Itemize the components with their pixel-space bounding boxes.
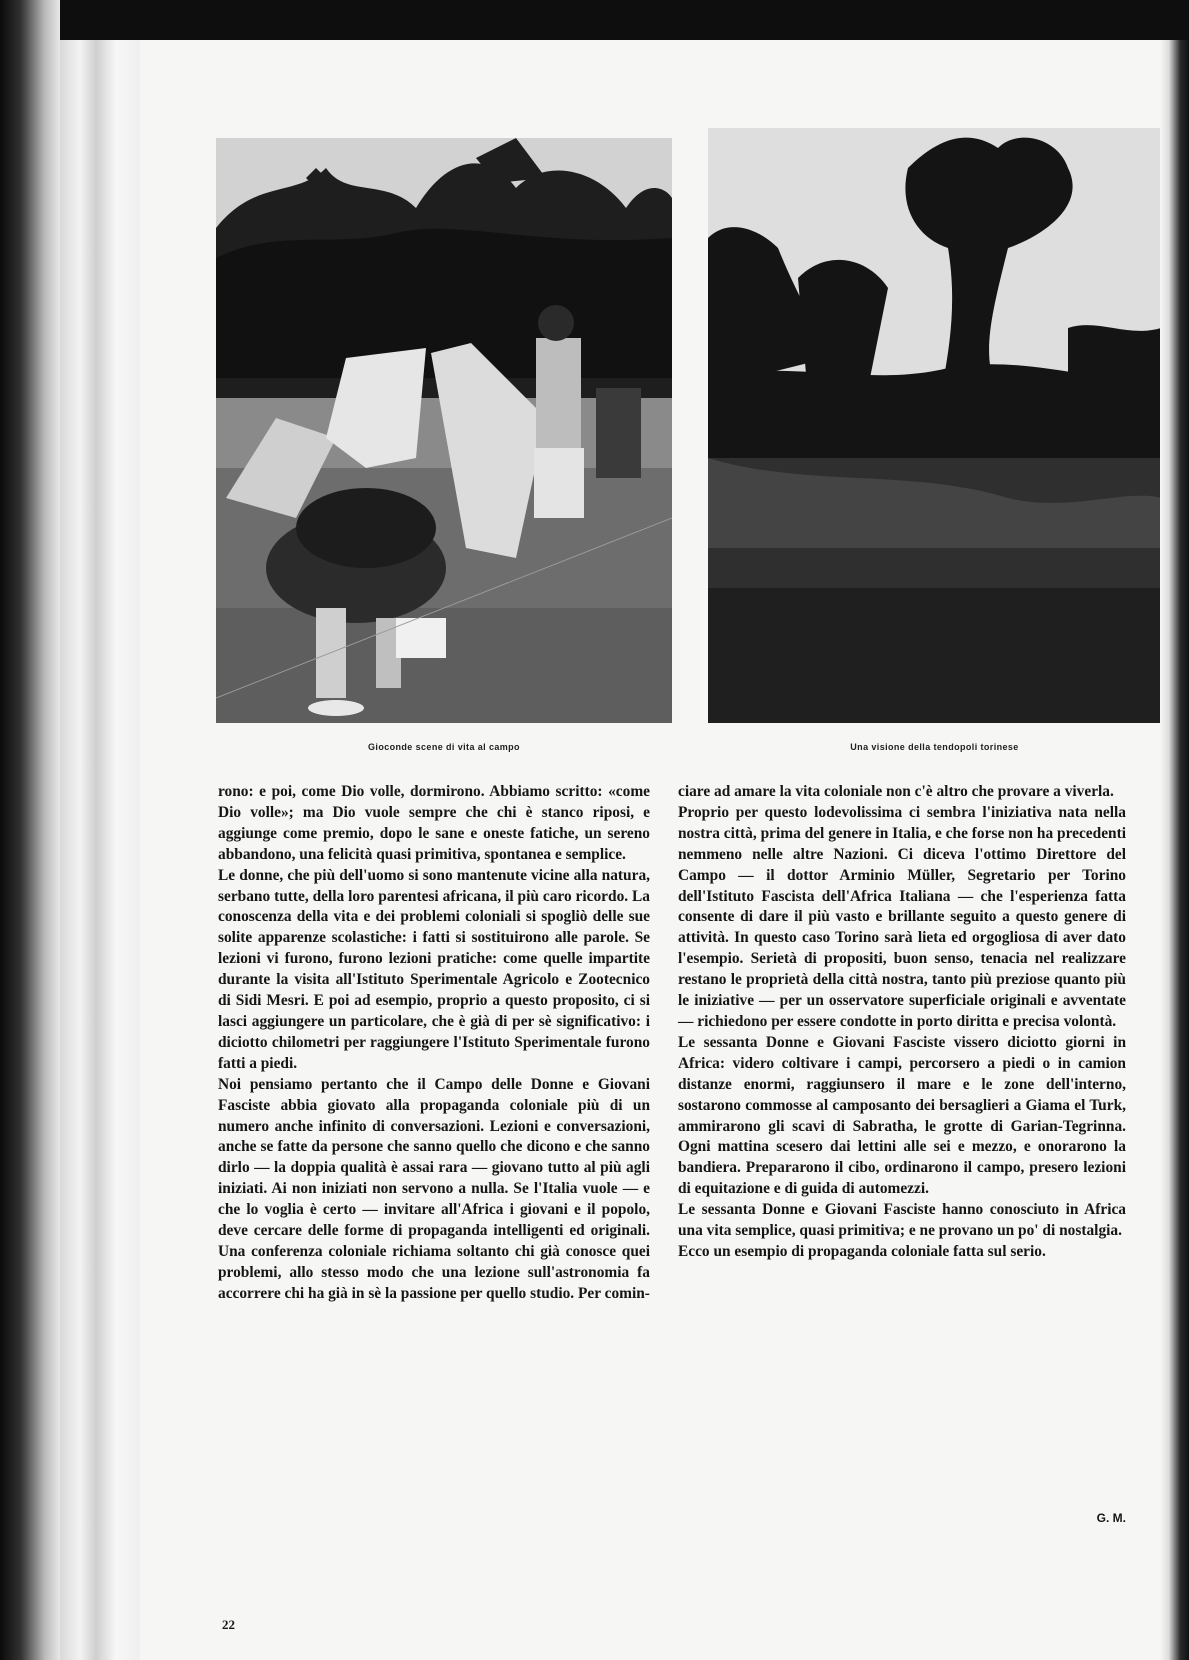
article-column-right xyxy=(678,782,1126,1263)
article-paragraph: Le sessanta Donne e Giovani Fasciste hanno conosciuto in Africa una vita semplice, quasi primitiva; e ne provano un po' di nostalgia. xyxy=(678,1201,1126,1240)
page-number: 22 xyxy=(222,1617,235,1632)
photo-camp-scene-image xyxy=(216,138,672,723)
scan-top-border xyxy=(0,0,1189,44)
article-paragraph: Proprio per questo lodevolissima ci sembra l'iniziativa nata nella nostra città, prima del genere in Italia, e che forse non ha precedenti nemmeno nelle altre Nazioni. Ci diceva l'ottimo Direttore del Campo — il dottor Arminio Müller, Segretario per Torino dell'Istituto Fascista dell'Africa Italiana — che l'esperienza fatta consente di dare il più vasto e brillante seguito a questo genere di attività. In questo caso Torino sarà lieta ed orgogliosa di aver dato l'esempio. Serietà di propositi, buon senso, tenacia nel realizzare restano le proprietà della città nostra, tanto più preziose quanto più le iniziative — per un osservatore superficiale originali e avventate — richiedono per essere condotte in porto diritta e precisa volontà. xyxy=(678,803,1126,1030)
magazine-page xyxy=(140,40,1160,1660)
article-paragraph: ciare ad amare la vita coloniale non c'è altro che provare a viverla. xyxy=(678,783,1114,800)
photo-camp-scene xyxy=(216,138,672,723)
scan-right-border xyxy=(1160,40,1189,1660)
caption-camp-scene: Gioconde scene di vita al campo xyxy=(368,742,520,752)
article-paragraph: Le donne, che più dell'uomo si sono mantenute vicine alla natura, serbano tutte, della loro parentesi africana, il più caro ricordo. La conoscenza della vita e dei problemi coloniali si spogliò delle sue solite apparenze scolastiche: i fatti si sostituirono alle parole. Se lezioni vi furono, furono lezioni pratiche: come quelle impartite durante la visita all'Istituto Sperimentale Agricolo e Zootecnico di Sidi Mesri. E poi ad esempio, proprio a questo proposito, ci si lasci aggiungere un particolare, che è già di per sè significativo: i diciotto chilometri per raggiungere l'Istituto Sperimentale furono fatti a piedi. xyxy=(218,866,650,1072)
scan-left-border xyxy=(0,0,60,1660)
article-paragraph: Le sessanta Donne e Giovani Fasciste vissero diciotto giorni in Africa: videro coltivare i campi, percorsero a piedi o in camion distanze enormi, raggiunsero il mare e le zone dell'interno, sostarono commosse al camposanto dei bersaglieri a Giama el Turk, ammirarono gli scavi di Sabratha, le grotte di Garian-Tegrinna. Ogni mattina scesero dai lettini alle sei e mezzo, e onorarono la bandiera. Prepararono il cibo, ordinarono il campo, presero lezioni di equitazione e di guida di automezzi. xyxy=(678,1033,1126,1198)
book-binding xyxy=(60,40,140,1660)
article-paragraph: Noi pensiamo pertanto che il Campo delle Donne e Giovani Fasciste abbia giovato alla propaganda coloniale più di un numero anche infinito di conversazioni. Lezioni e conversazioni, anche se fatte da persone che sanno quello che dicono e che sanno dirlo — la doppia qualità è assai rara — giovano tutto al più agli iniziati. Ai non iniziati non servono a nulla. Se l'Italia vuole — e che lo voglia è certo — invitare all'Africa i giovani e il popolo, deve cercare delle forme di propaganda intelligenti ed originali. Una conferenza coloniale richiama soltanto chi già conosce quei problemi, allo stesso modo che una lezione sull'astronomia fa accorrere chi ha già in sè la passione per quello studio. Per comin- xyxy=(218,1075,650,1302)
article-paragraph: Ecco un esempio di propaganda coloniale fatta sul serio. xyxy=(678,1242,1046,1260)
article-column-left xyxy=(218,782,650,1305)
article-paragraph: rono: e poi, come Dio volle, dormirono. Abbiamo scritto: «come Dio volle»; ma Dio vuole sempre che chi è stanco riposi, e aggiunge come premio, dopo le sane e oneste fatiche, un sereno abbandono, una felicità quasi primitiva, spontanea e semplice. xyxy=(218,783,650,863)
photo-tent-city-image xyxy=(708,128,1161,723)
photo-tent-city xyxy=(708,128,1161,723)
caption-tent-city: Una visione della tendopoli torinese xyxy=(850,742,1019,752)
author-signature: G. M. xyxy=(1096,1511,1126,1525)
